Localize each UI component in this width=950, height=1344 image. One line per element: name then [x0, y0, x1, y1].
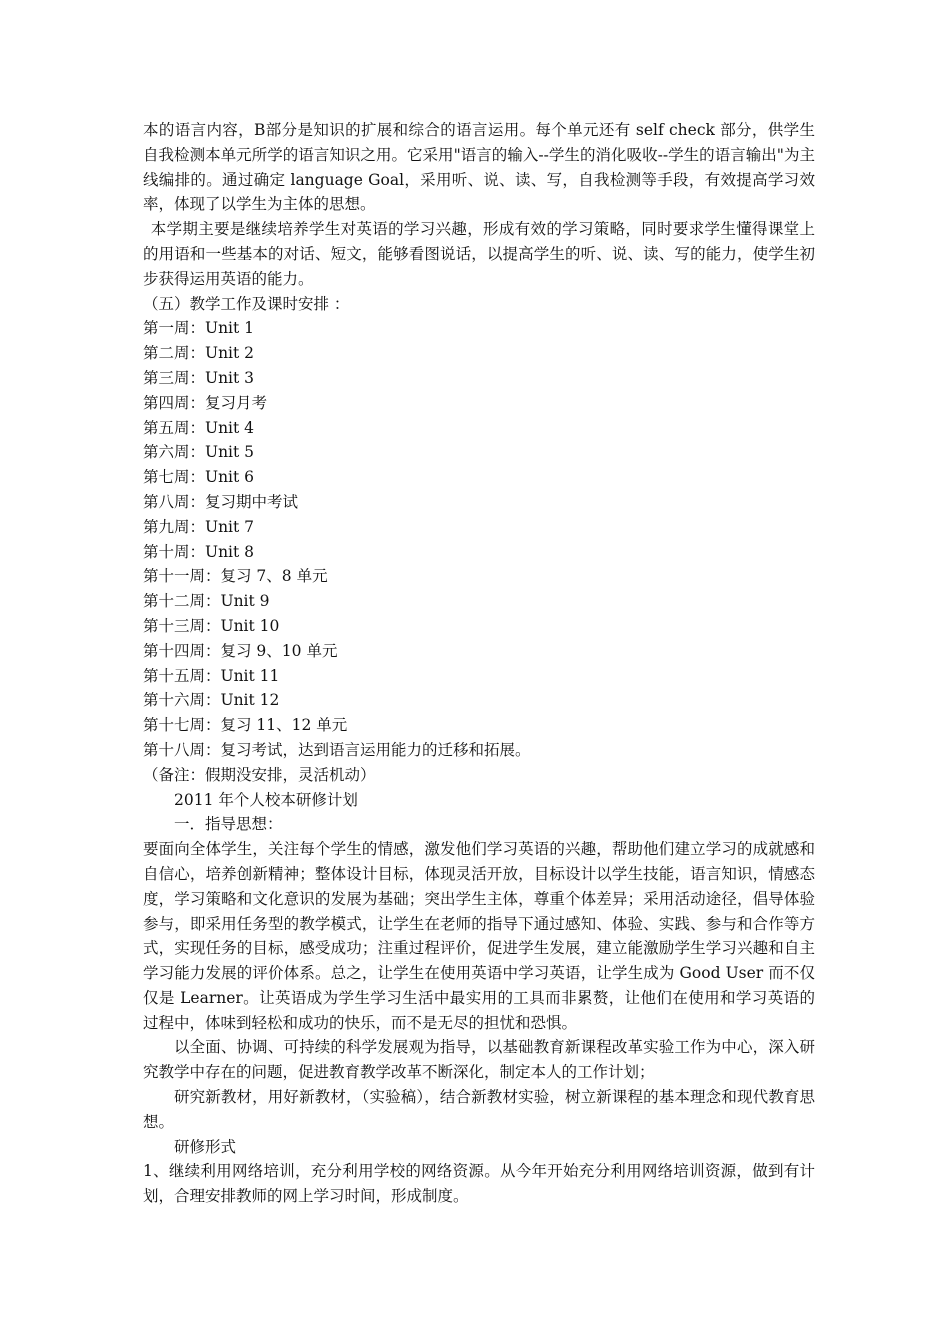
schedule-week-row: 第十周：Unit 8 [143, 542, 255, 561]
schedule-week-row: 第九周：Unit 7 [143, 517, 255, 536]
schedule-week-row: 第十八周：复习考试，达到语言运用能力的迁移和拓展。 [143, 740, 531, 759]
schedule-week-row: 第七周：Unit 6 [143, 468, 255, 487]
schedule-week-row: 第十二周：Unit 9 [143, 592, 270, 611]
schedule-week-row: 第八周：复习期中考试 [143, 492, 299, 511]
schedule-heading: （五）教学工作及课时安排 ： [143, 294, 350, 313]
document-page [143, 118, 815, 1209]
schedule-week-row: 第六周：Unit 5 [143, 443, 255, 462]
section1-body: 要面向全体学生，关注每个学生的情感，激发他们学习英语的兴趣，帮助他们建立学习的成就感和自信心，培养创新精神；整体设计目标，体现灵活开放，目标设计以学生技能，语言知识，情感态度，学习策略和文化意识的发展为基础；突出学生主体，尊重个体差异；采用活动途径，倡导体验参与，即采用任务型的教学模式，让学生在老师的指导下通过感知、体验、实践、参与和合作等方式，实现任务的目标，感受成功；注重过程评价，促进学生发展，建立能激励学生学习兴趣和自主学习能力发展的评价体系。总之，让学生在使用英语中学习英语，让学生成为 Good User 而不仅仅是 Learner。让英语成为学生学习生活中最实用的工具而非累赘，让他们在使用和学习英语的过程中，体味到轻松和成功的快乐，而不是无尽的担忧和恐惧。 [143, 840, 815, 1032]
schedule-week-row: 第十一周：复习 7、8 单元 [143, 567, 328, 586]
schedule-week-row: 第十四周：复习 9、10 单元 [143, 641, 338, 660]
schedule-week-row: 第二周：Unit 2 [143, 344, 255, 363]
schedule-week-row: 第四周：复习月考 [143, 393, 268, 412]
schedule-section [143, 292, 815, 788]
form-heading: 研修形式 [174, 1137, 237, 1156]
textbook-paragraph: 研究新教材，用好新教材，（实验稿），结合新教材实验，树立新课程的基本理念和现代教育思想。 [143, 1088, 815, 1131]
schedule-week-row: 第一周：Unit 1 [143, 319, 255, 338]
guideline-paragraph: 以全面、协调、可持续的科学发展观为指导，以基础教育新课程改革实验工作为中心，深入研究教学中存在的问题，促进教育教学改革不断深化，制定本人的工作计划； [143, 1038, 815, 1082]
schedule-note: （备注：假期没安排，灵活机动） [143, 765, 376, 784]
schedule-week-row: 第十六周：Unit 12 [143, 691, 280, 710]
schedule-week-row: 第十三周：Unit 10 [143, 616, 280, 635]
schedule-week-row: 第十五周：Unit 11 [143, 666, 280, 685]
section1-heading: 一．指导思想： [174, 815, 283, 834]
intro-paragraph-2: 本学期主要是继续培养学生对英语的学习兴趣，形成有效的学习策略，同时要求学生懂得课堂上的用语和一些基本的对话、短文，能够看图说话，以提高学生的听、说、读、写的能力，使学生初步获得运用英语的能力。 [143, 220, 815, 288]
schedule-week-row: 第十七周：复习 11、12 单元 [143, 716, 348, 735]
schedule-week-row: 第五周：Unit 4 [143, 418, 255, 437]
plan-title: 2011 年个人校本研修计划 [174, 790, 358, 809]
form-item-1: 1、继续利用网络培训，充分利用学校的网络资源。从今年开始充分利用网络培训资源，做到有计划，合理安排教师的网上学习时间，形成制度。 [143, 1162, 815, 1206]
intro-paragraph-1: 本的语言内容，B部分是知识的扩展和综合的语言运用。每个单元还有 self check 部分，供学生自我检测本单元所学的语言知识之用。它采用"语言的输入--学生的消化吸收--学生的语言输出"为主线编排的。通过确定 language Goal，采用听、说、读、写，自我检测等手段，有效提高学习效率，体现了以学生为主体的思想。 [143, 121, 815, 214]
schedule-week-row: 第三周：Unit 3 [143, 368, 255, 387]
